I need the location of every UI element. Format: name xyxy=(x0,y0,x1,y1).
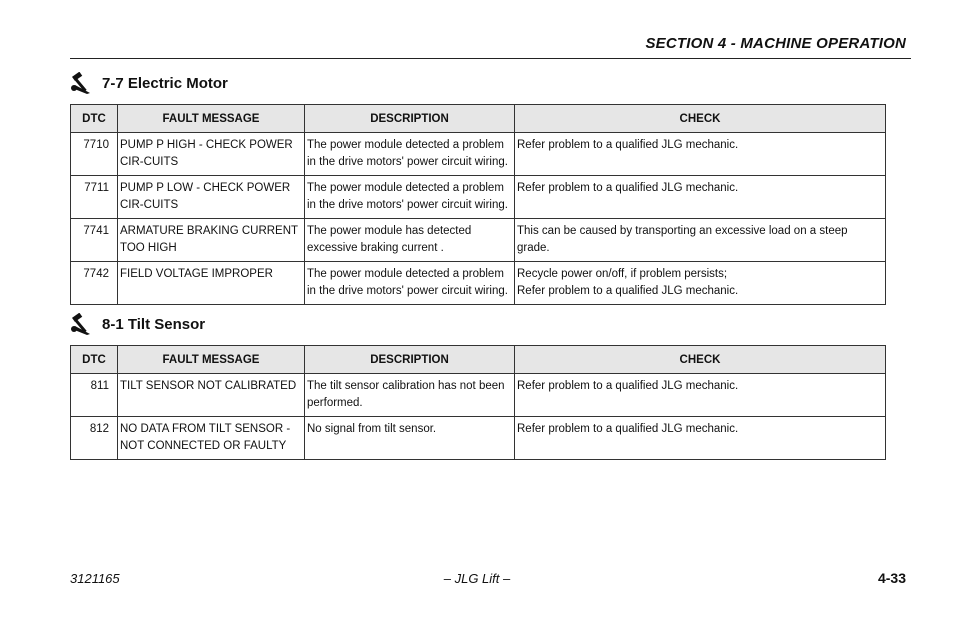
dtc-cell: 811 xyxy=(71,374,118,417)
fault-cell: FIELD VOLTAGE IMPROPER xyxy=(118,262,305,305)
column-header-fault-message: FAULT MESSAGE xyxy=(118,105,305,133)
wrench-hammer-icon xyxy=(70,72,96,94)
wrench-hammer-icon xyxy=(70,313,96,335)
description-cell: The power module detected a problem in the drive motors' power circuit wiring. xyxy=(305,262,515,305)
column-header-check: CHECK xyxy=(515,346,886,374)
description-cell: The tilt sensor calibration has not been performed. xyxy=(305,374,515,417)
column-header-description: DESCRIPTION xyxy=(305,105,515,133)
description-cell: The power module detected a problem in the drive motors' power circuit wiring. xyxy=(305,176,515,219)
section-heading-text: 8-1 Tilt Sensor xyxy=(102,315,206,333)
check-cell: Refer problem to a qualified JLG mechanic. xyxy=(515,133,886,176)
fault-cell: ARMATURE BRAKING CURRENT TOO HIGH xyxy=(118,219,305,262)
section-heading-text: 7-7 Electric Motor xyxy=(102,74,228,92)
table-row xyxy=(71,417,886,460)
fault-table-electric-motor xyxy=(70,104,886,305)
table-header-row xyxy=(71,346,886,374)
dtc-cell: 812 xyxy=(71,417,118,460)
fault-cell: PUMP P HIGH - CHECK POWER CIR-CUITS xyxy=(118,133,305,176)
section-heading-electric-motor xyxy=(70,72,228,94)
page-number: 4-33 xyxy=(877,570,906,586)
section-title: SECTION 4 - MACHINE OPERATION xyxy=(645,35,906,52)
table-row xyxy=(71,262,886,305)
dtc-cell: 7711 xyxy=(71,176,118,219)
column-header-dtc: DTC xyxy=(71,105,118,133)
description-cell: The power module detected a problem in the drive motors' power circuit wiring. xyxy=(305,133,515,176)
check-cell xyxy=(515,262,886,305)
fault-cell: TILT SENSOR NOT CALIBRATED xyxy=(118,374,305,417)
table-row xyxy=(71,176,886,219)
table-row xyxy=(71,374,886,417)
fault-table-tilt-sensor xyxy=(70,345,886,460)
table-header-row xyxy=(71,105,886,133)
table-row xyxy=(71,133,886,176)
check-line: Recycle power on/off, if problem persists; xyxy=(517,268,728,280)
table-row xyxy=(71,219,886,262)
column-header-fault-message: FAULT MESSAGE xyxy=(118,346,305,374)
column-header-dtc: DTC xyxy=(71,346,118,374)
check-line: Refer problem to a qualified JLG mechanic. xyxy=(517,285,739,297)
publisher-footer: – JLG Lift – xyxy=(443,571,511,586)
dtc-cell: 7742 xyxy=(71,262,118,305)
check-cell: This can be caused by transporting an excessive load on a steep grade. xyxy=(515,219,886,262)
check-cell: Refer problem to a qualified JLG mechanic. xyxy=(515,417,886,460)
column-header-description: DESCRIPTION xyxy=(305,346,515,374)
dtc-cell: 7710 xyxy=(71,133,118,176)
column-header-check: CHECK xyxy=(515,105,886,133)
description-cell: The power module has detected excessive braking current . xyxy=(305,219,515,262)
fault-cell: PUMP P LOW - CHECK POWER CIR-CUITS xyxy=(118,176,305,219)
section-heading-tilt-sensor xyxy=(70,313,205,335)
check-cell: Refer problem to a qualified JLG mechanic. xyxy=(515,374,886,417)
description-cell: No signal from tilt sensor. xyxy=(305,417,515,460)
check-cell: Refer problem to a qualified JLG mechanic. xyxy=(515,176,886,219)
header-divider xyxy=(70,58,911,59)
dtc-cell: 7741 xyxy=(71,219,118,262)
fault-cell: NO DATA FROM TILT SENSOR - NOT CONNECTED OR FAULTY xyxy=(118,417,305,460)
document-number: 3121165 xyxy=(70,571,120,586)
